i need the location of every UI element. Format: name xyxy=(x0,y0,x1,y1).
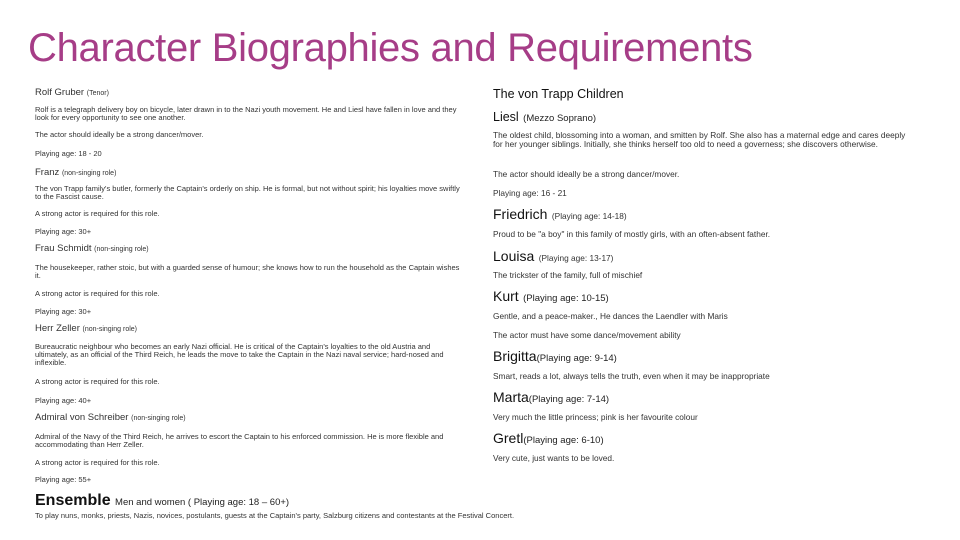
friedrich-heading xyxy=(493,206,627,224)
franz-heading xyxy=(35,167,116,178)
liesl-voice: (Mezzo Soprano) xyxy=(523,113,597,124)
kurt-age: (Playing age: 10-15) xyxy=(523,293,609,304)
brigitta-heading xyxy=(493,348,617,366)
louisa-bio: The trickster of the family, full of mischief xyxy=(493,270,643,280)
liesl-bio: The oldest child, blossoming into a woman, and smitten by Rolf. She also has a maternal edge and cares deeply for her younger siblings. Initially, she thinks herself too old to need a governess; she discovers otherwise. xyxy=(493,130,906,149)
marta-age: (Playing age: 7-14) xyxy=(528,394,610,405)
liesl-name: Liesl xyxy=(493,110,519,124)
friedrich-name: Friedrich xyxy=(493,206,548,222)
schmidt-voice: (non-singing role) xyxy=(94,246,149,253)
louisa-heading xyxy=(493,248,613,266)
rolf-age: Playing age: 18 - 20 xyxy=(35,149,102,158)
zeller-name: Herr Zeller xyxy=(35,323,80,334)
louisa-age: (Playing age: 13-17) xyxy=(538,253,614,263)
schmidt-name: Frau Schmidt xyxy=(35,243,92,254)
liesl-heading xyxy=(493,108,596,126)
friedrich-age: (Playing age: 14-18) xyxy=(551,211,627,221)
schmidt-bio: The housekeeper, rather stoic, but with a guarded sense of humour; she knows how to run the household as the Captain wishes it. xyxy=(35,263,460,280)
children-heading: The von Trapp Children xyxy=(493,87,624,101)
brigitta-name: Brigitta xyxy=(493,348,537,364)
kurt-name: Kurt xyxy=(493,288,519,304)
zeller-bio: Bureaucratic neighbour who becomes an early Nazi official. He is critical of the Captain's loyalties to the old Austria and ultimately, as an official of the Third Reich, he leads the move to take the Captain in the Nazi naval service; hard-nosed and inflexible. xyxy=(35,342,444,367)
franz-bio: The von Trapp family's butler, formerly the Captain's orderly on ship. He is formal, but not without spirit; his loyalties move swiftly to the Fascist cause. xyxy=(35,184,460,201)
ensemble-text: To play nuns, monks, priests, Nazis, novices, postulants, guests at the Captain's party, Salzburg citizens and contestants at the Festival Concert. xyxy=(35,511,515,520)
ensemble-detail: Men and women ( Playing age: 18 – 60+) xyxy=(115,497,290,508)
marta-heading xyxy=(493,389,609,407)
ensemble-label: Ensemble xyxy=(35,492,111,509)
kurt-heading xyxy=(493,288,609,306)
liesl-age: Playing age: 16 - 21 xyxy=(493,188,567,198)
marta-bio: Very much the little princess; pink is her favourite colour xyxy=(493,412,698,422)
rolf-voice: (Tenor) xyxy=(86,90,109,97)
rolf-heading xyxy=(35,87,109,98)
louisa-name: Louisa xyxy=(493,248,535,264)
schreiber-age: Playing age: 55+ xyxy=(35,475,92,484)
franz-voice: (non-singing role) xyxy=(61,170,117,177)
zeller-heading xyxy=(35,323,137,334)
schmidt-heading xyxy=(35,243,149,254)
rolf-name: Rolf Gruber xyxy=(35,87,85,98)
franz-requirement: A strong actor is required for this role. xyxy=(35,209,160,218)
zeller-requirement: A strong actor is required for this role. xyxy=(35,377,160,386)
schmidt-requirement: A strong actor is required for this role. xyxy=(35,289,160,298)
kurt-requirement: The actor must have some dance/movement ability xyxy=(493,330,681,340)
schreiber-name: Admiral von Schreiber xyxy=(35,412,129,423)
marta-name: Marta xyxy=(493,389,529,405)
gretl-bio: Very cute, just wants to be loved. xyxy=(493,453,615,463)
kurt-bio: Gentle, and a peace-maker., He dances the Laendler with Maris xyxy=(493,311,728,321)
schreiber-heading xyxy=(35,412,186,423)
zeller-voice: (non-singing role) xyxy=(82,326,137,333)
gretl-name: Gretl xyxy=(493,430,524,446)
brigitta-age: (Playing age: 9-14) xyxy=(536,353,617,364)
gretl-heading xyxy=(493,430,604,448)
gretl-age: (Playing age: 6-10) xyxy=(523,435,604,446)
zeller-age: Playing age: 40+ xyxy=(35,396,92,405)
rolf-bio: Rolf is a telegraph delivery boy on bicycle, later drawn in to the Nazi youth movement. He and Liesl have fallen in love and they look for every opportunity to see one another. xyxy=(35,105,457,122)
page-title: Character Biographies and Requirements xyxy=(28,26,753,70)
franz-age: Playing age: 30+ xyxy=(35,227,92,236)
brigitta-bio: Smart, reads a lot, always tells the truth, even when it may be inappropriate xyxy=(493,371,770,381)
ensemble-heading xyxy=(35,492,289,510)
liesl-requirement: The actor should ideally be a strong dancer/mover. xyxy=(493,169,680,179)
schreiber-requirement: A strong actor is required for this role. xyxy=(35,458,160,467)
schreiber-voice: (non-singing role) xyxy=(131,415,186,422)
friedrich-bio: Proud to be "a boy" in this family of mostly girls, with an often-absent father. xyxy=(493,229,771,239)
schreiber-bio: Admiral of the Navy of the Third Reich, he arrives to escort the Captain to his enforced commission. He is more flexible and accommodating than Herr Zeller. xyxy=(35,432,444,449)
rolf-requirement: The actor should ideally be a strong dancer/mover. xyxy=(35,130,204,139)
franz-name: Franz xyxy=(35,167,60,178)
schmidt-age: Playing age: 30+ xyxy=(35,307,92,316)
